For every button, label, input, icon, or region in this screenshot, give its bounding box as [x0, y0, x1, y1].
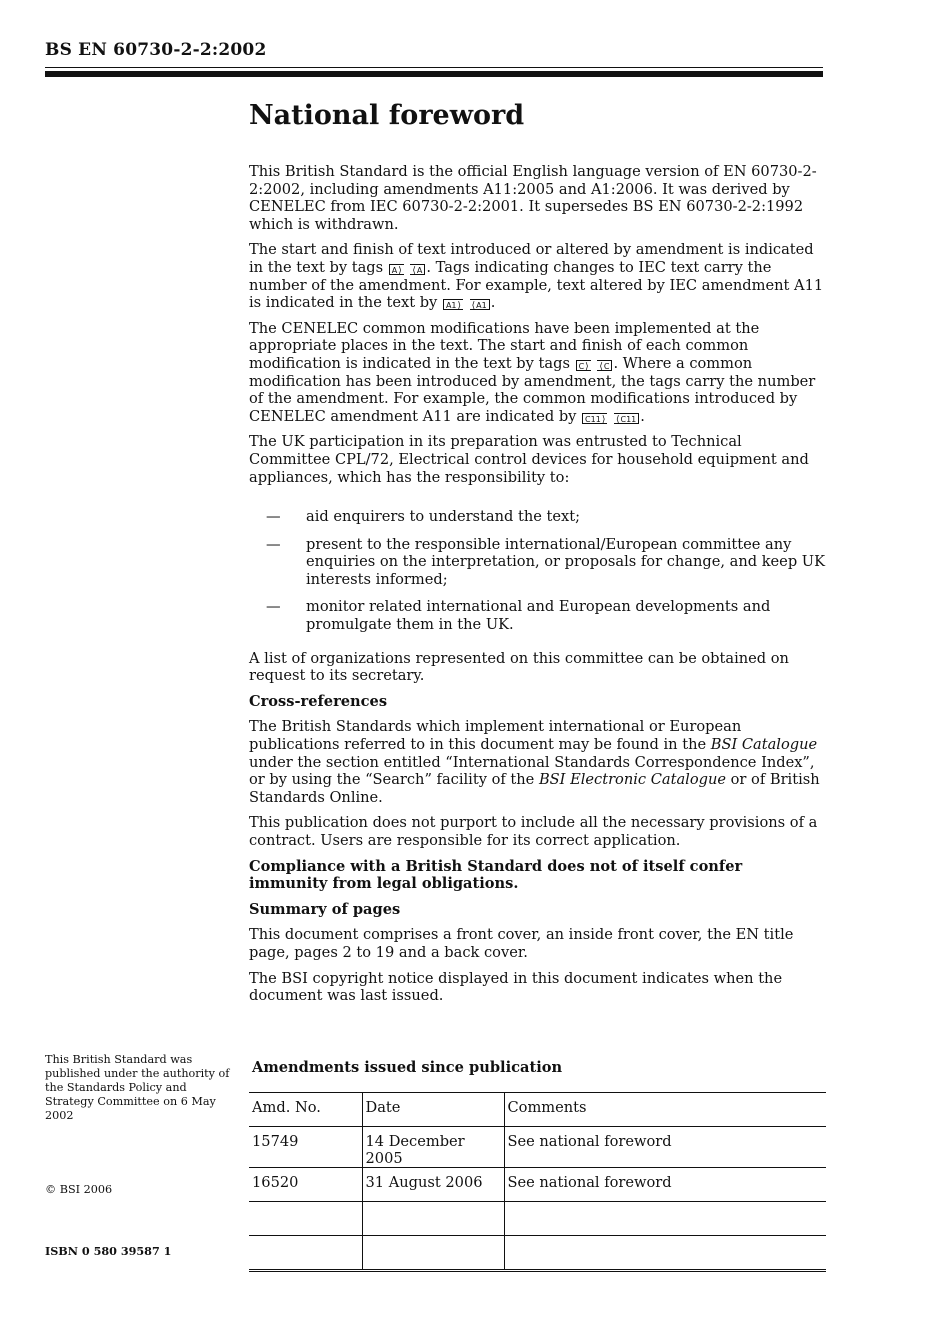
- footer-rule: [249, 1271, 826, 1272]
- table-row: [249, 1202, 826, 1236]
- list-item: [249, 508, 825, 526]
- list-dash: —: [266, 598, 281, 616]
- amendment-tags-paragraph: [249, 241, 825, 311]
- summary-heading: Summary of pages: [249, 900, 401, 918]
- amendment-end-tag: ⟨ A: [410, 264, 425, 275]
- list-item-text: present to the responsible international/European committee any enquiries on the interpretation, or proposals for change, and keep UK interests informed;: [306, 535, 826, 588]
- common-mod-end-tag: ⟨ C: [597, 360, 612, 371]
- date-cell: [362, 1202, 504, 1236]
- amendment-a1-start-tag: A1 ⟩: [443, 299, 463, 310]
- amendments-title: Amendments issued since publication: [252, 1059, 563, 1076]
- date-cell: [362, 1236, 504, 1270]
- column-header-amd-no: Amd. No.: [249, 1093, 362, 1127]
- bsi-catalogue-ref: BSI Catalogue: [710, 736, 818, 754]
- table-row: [249, 1236, 826, 1270]
- date-cell: 31 August 2006: [362, 1168, 504, 1202]
- header-rule-thin: [45, 67, 823, 68]
- common-mod-start-tag: C ⟩: [576, 360, 591, 371]
- comments-cell: See national foreword: [504, 1168, 826, 1202]
- table-row: [249, 1127, 826, 1168]
- cross-references-paragraph: [249, 718, 825, 806]
- table-header-row: [249, 1093, 826, 1127]
- cross-ref-text-3: or of British Standards Online.: [249, 771, 820, 806]
- common-modifications-paragraph: [249, 320, 825, 426]
- compliance-note: Compliance with a British Standard does not of itself confer immunity from legal obligations.: [249, 857, 743, 893]
- list-dash: —: [266, 535, 281, 553]
- date-cell: 14 December 2005: [362, 1127, 504, 1168]
- isbn-text: ISBN 0 580 39587 1: [45, 1244, 172, 1258]
- organizations-paragraph: A list of organizations represented on this committee can be obtained on request to its secretary.: [249, 649, 789, 685]
- common-mod-text-3: .: [640, 407, 645, 425]
- column-header-comments: Comments: [504, 1093, 826, 1127]
- list-item: [249, 536, 825, 589]
- common-mod-c11-end-tag: ⟨ C11: [614, 413, 639, 424]
- comments-cell: [504, 1236, 826, 1270]
- summary-paragraph: This document comprises a front cover, an inside front cover, the EN title page, pages 2 to 19 and a back cover.: [249, 926, 794, 961]
- table-row: [249, 1168, 826, 1202]
- list-item-text: aid enquirers to understand the text;: [306, 508, 581, 526]
- cross-ref-text-1: The British Standards which implement international or European publications referred to in this document may be found in the: [249, 718, 742, 754]
- comments-cell: See national foreword: [504, 1127, 826, 1168]
- cross-references-heading: Cross-references: [249, 692, 388, 710]
- list-item: [249, 598, 825, 633]
- amd-no-cell: 15749: [249, 1127, 362, 1168]
- amd-no-cell: [249, 1236, 362, 1270]
- column-header-date: Date: [362, 1093, 504, 1127]
- amendment-start-tag: A ⟩: [389, 264, 404, 275]
- provisions-paragraph: This publication does not purport to include all the necessary provisions of a contract. Users are responsible for its correct application.: [249, 814, 818, 849]
- intro-paragraph: This British Standard is the official English language version of EN 60730-2-2:2002, including amendments A11:2005 and A1:2006. It was derived by CENELEC from IEC 60730-2-2:2001. It supersedes BS EN 60730-2-2:1992 which is withdrawn.: [249, 163, 817, 233]
- document-id: BS EN 60730-2-2:2002: [45, 40, 267, 60]
- amd-no-cell: 16520: [249, 1168, 362, 1202]
- foreword-body: [249, 163, 825, 1013]
- cross-ref-text-2: under the section entitled “International Standards Correspondence Index”, or by using the “Search” facility of the: [249, 753, 815, 789]
- amd-no-cell: [249, 1202, 362, 1236]
- amendment-tags-text-1: The start and finish of text introduced or altered by amendment is indicated in the text by tags: [249, 241, 814, 276]
- bsi-electronic-catalogue-ref: BSI Electronic Catalogue: [538, 771, 726, 789]
- comments-cell: [504, 1202, 826, 1236]
- common-mod-c11-start-tag: C11 ⟩: [582, 413, 607, 424]
- page-title: National foreword: [249, 100, 525, 131]
- amendments-table: [249, 1092, 826, 1270]
- responsibilities-list: [249, 508, 825, 634]
- common-mod-text-2: . Where a common modification has been introduced by amendment, the tags carry the number of the amendment. For example, the common modifications introduced by CENELEC amendment A11 are indicated by: [249, 354, 816, 425]
- copyright-text: © BSI 2006: [45, 1183, 113, 1196]
- copyright-notice-paragraph: The BSI copyright notice displayed in this document indicates when the document was last issued.: [249, 969, 783, 1005]
- amendment-tags-text-3: .: [490, 294, 496, 312]
- committee-paragraph: The UK participation in its preparation was entrusted to Technical Committee CPL/72, Electrical control devices for household equipment and appliances, which has the responsibility to:: [249, 433, 809, 486]
- publication-note: This British Standard was published under the authority of the Standards Policy and Strategy Committee on 6 May 2002: [45, 1053, 230, 1122]
- header-rule-thick: [45, 71, 823, 77]
- list-dash: —: [266, 508, 281, 526]
- list-item-text: monitor related international and European developments and promulgate them in the UK.: [306, 598, 771, 634]
- amendment-a1-end-tag: ⟨ A1: [470, 299, 490, 310]
- amendment-tags-text-2: . Tags indicating changes to IEC text carry the number of the amendment. For example, text altered by IEC amendment A11 is indicated in the text by: [249, 258, 824, 312]
- common-mod-text-1: The CENELEC common modifications have been implemented at the appropriate places in the text. The start and finish of each common modification is indicated in the text by tags: [249, 319, 760, 372]
